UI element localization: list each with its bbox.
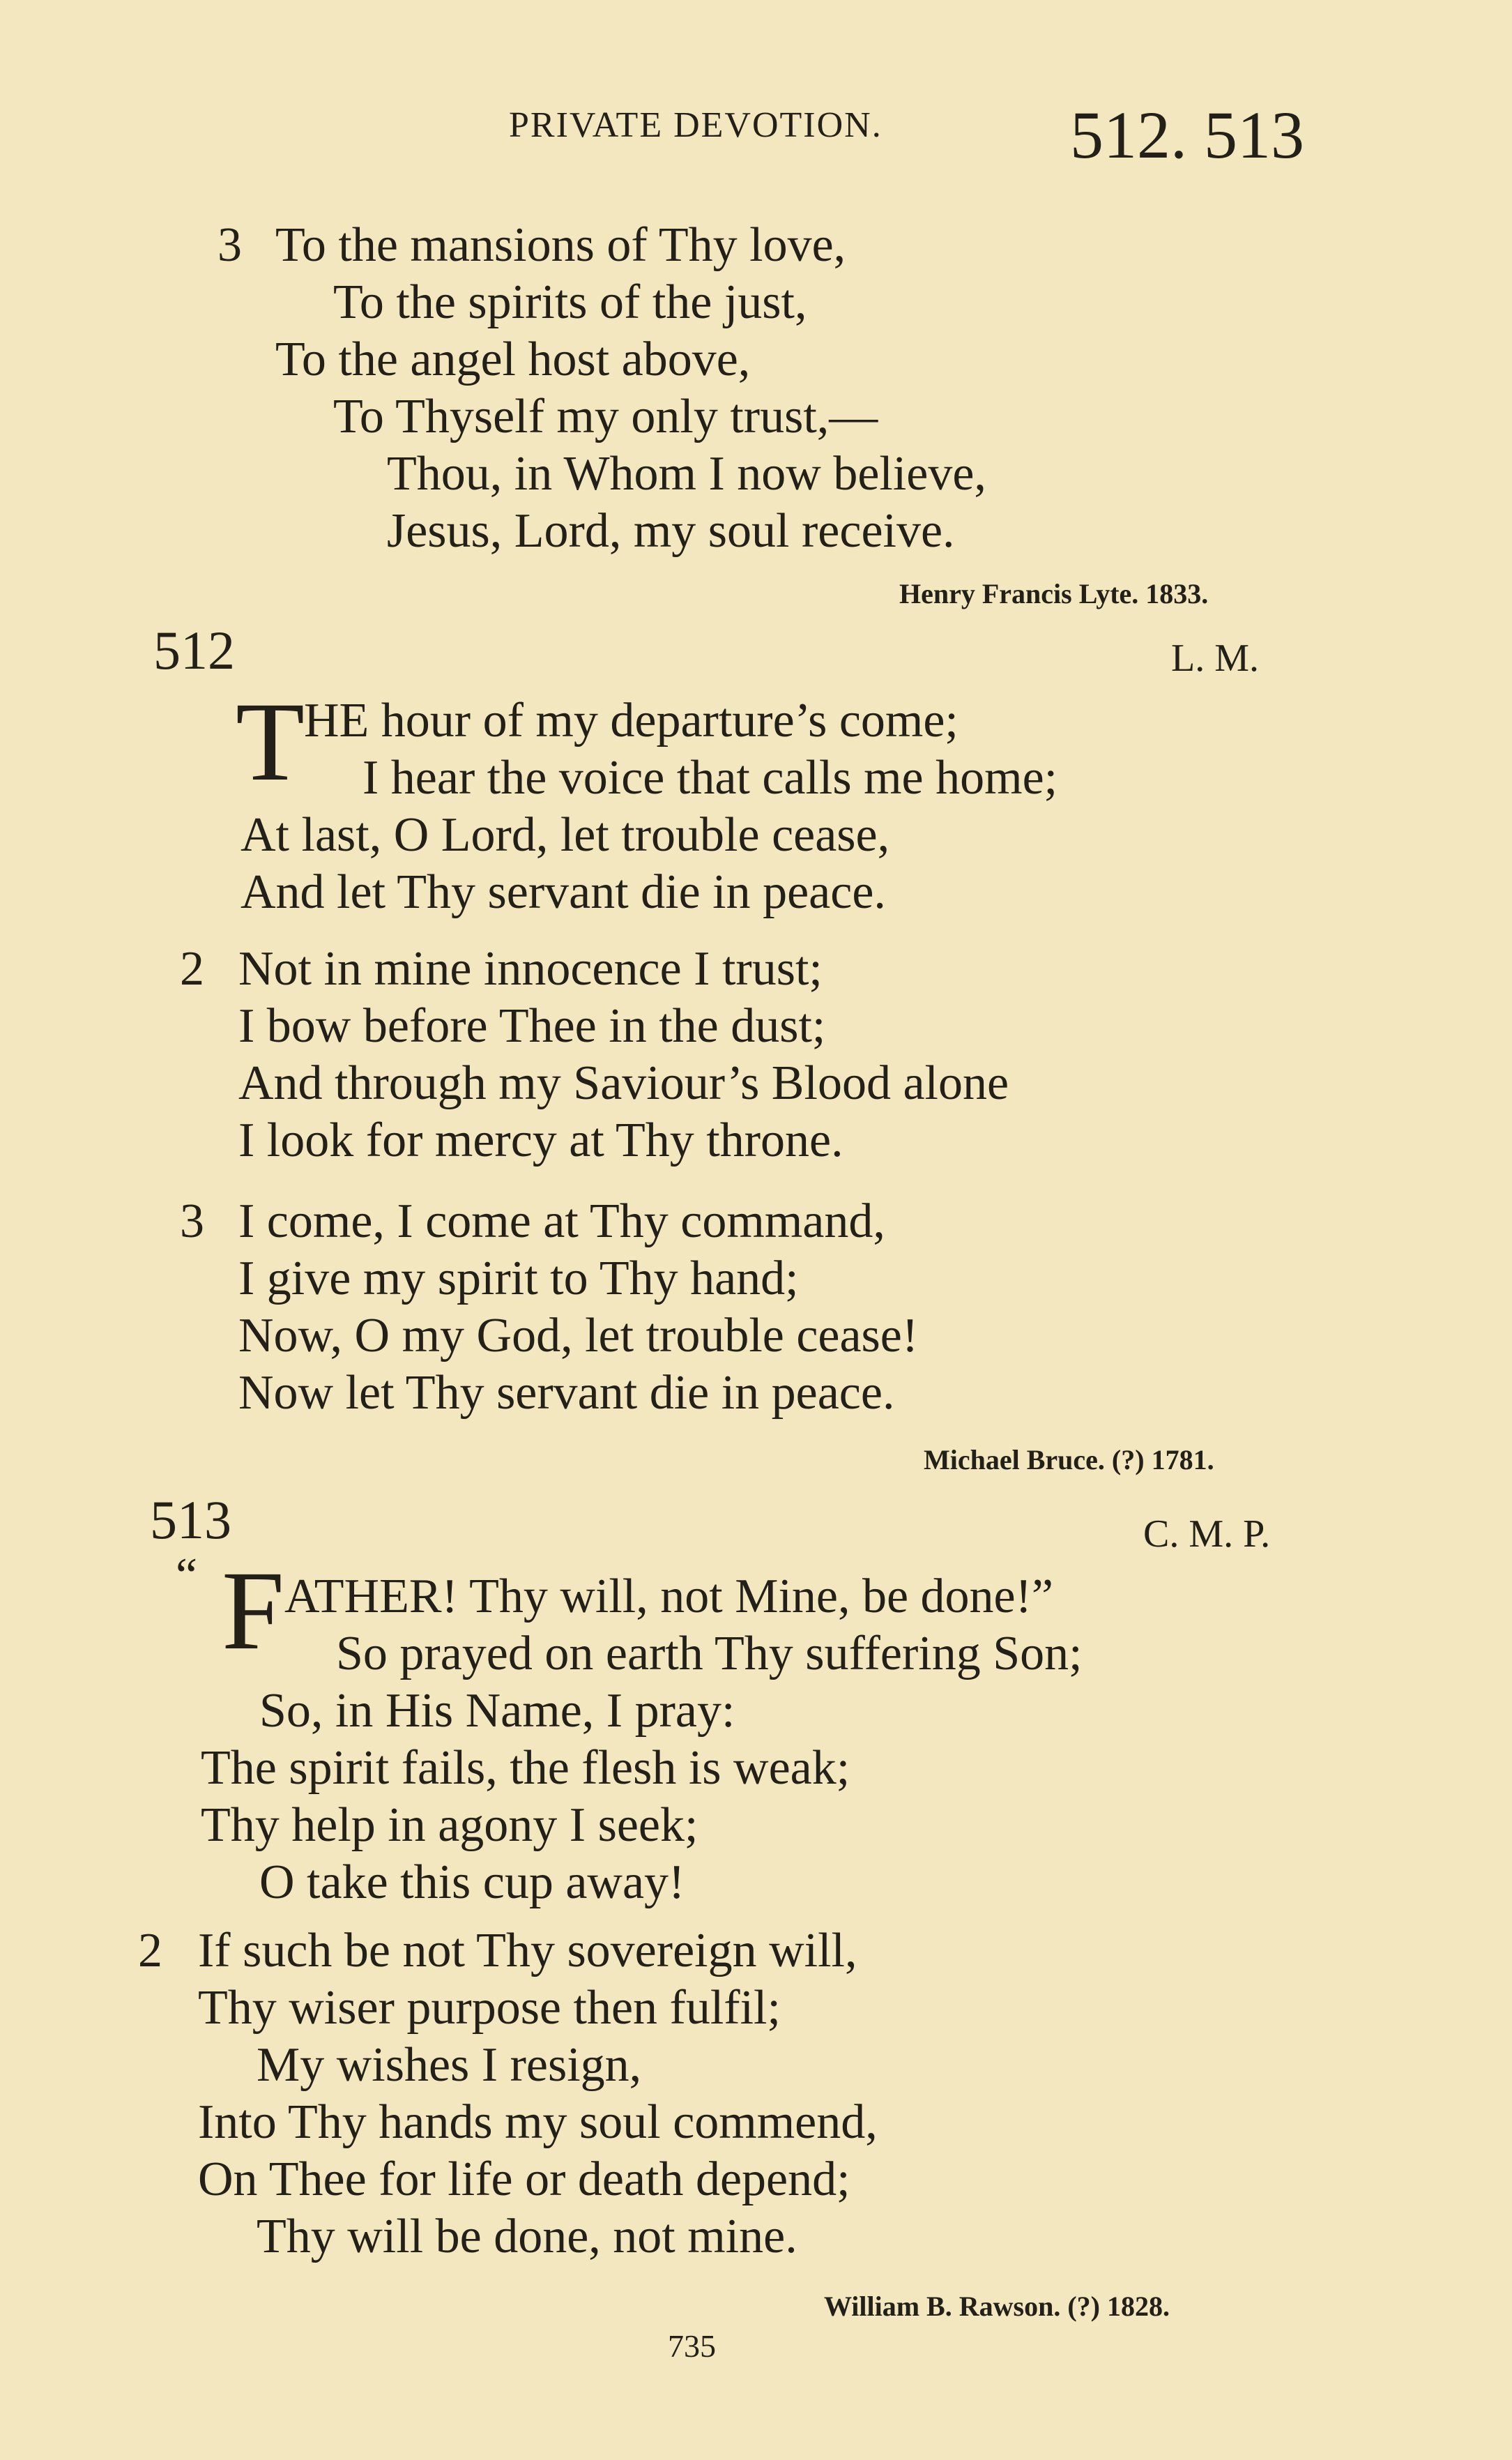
running-header-hymn-numbers: 512. 513	[1070, 98, 1304, 172]
verse-line: Thy help in agony I seek;	[201, 1798, 698, 1852]
verse-number: 2	[138, 1924, 162, 1977]
verse-line: At last, O Lord, let trouble cease,	[240, 808, 890, 862]
verse-line: If such be not Thy sovereign will,	[198, 1924, 857, 1977]
verse-number: 3	[217, 218, 242, 272]
hymn-number-512: 512	[153, 620, 235, 681]
verse-line: So prayed on earth Thy suffering Son;	[336, 1627, 1083, 1680]
verse-line: Now, O my God, let trouble cease!	[238, 1309, 919, 1362]
verse-number: 3	[180, 1194, 204, 1248]
verse-line: To the angel host above,	[275, 333, 751, 386]
page-number: 735	[668, 2328, 716, 2364]
verse-line: To the mansions of Thy love,	[275, 218, 846, 272]
verse-line: On Thee for life or death depend;	[198, 2152, 850, 2206]
verse-line: And through my Saviour’s Blood alone	[238, 1056, 1009, 1110]
running-header-title: PRIVATE DEVOTION.	[509, 105, 883, 145]
prev-hymn-author: Henry Francis Lyte. 1833.	[899, 578, 1209, 609]
verse-line: I hear the voice that calls me home;	[362, 751, 1058, 805]
verse-line: I bow before Thee in the dust;	[238, 999, 826, 1053]
verse-line: My wishes I resign,	[257, 2038, 642, 2092]
verse-line: ATHER! Thy will, not Mine, be done!”	[284, 1570, 1053, 1623]
drop-cap-letter: T	[236, 680, 305, 805]
verse-line: To Thyself my only trust,—	[333, 390, 878, 443]
hymn-513-author: William B. Rawson. (?) 1828.	[824, 2291, 1170, 2322]
hymn-513-meter: C. M. P.	[1143, 1512, 1271, 1556]
opening-quote: “	[176, 1549, 198, 1602]
verse-line: HE hour of my departure’s come;	[304, 694, 959, 747]
drop-cap-letter: F	[222, 1549, 285, 1673]
verse-line: Not in mine innocence I trust;	[238, 942, 823, 996]
verse-line: So, in His Name, I pray:	[259, 1684, 735, 1738]
verse-line: O take this cup away!	[259, 1855, 685, 1909]
verse-line: I look for mercy at Thy throne.	[238, 1114, 843, 1167]
verse-line: To the spirits of the just,	[333, 275, 807, 329]
verse-line: And let Thy servant die in peace.	[240, 865, 886, 919]
hymn-512-meter: L. M.	[1171, 637, 1259, 680]
verse-line: Thy wiser purpose then fulfil;	[198, 1981, 781, 2035]
verse-line: I give my spirit to Thy hand;	[238, 1252, 799, 1305]
verse-line: Now let Thy servant die in peace.	[238, 1366, 895, 1420]
verse-line: I come, I come at Thy command,	[238, 1194, 885, 1248]
verse-number: 2	[180, 942, 204, 996]
verse-line: Into Thy hands my soul commend,	[198, 2095, 878, 2149]
verse-line: Thy will be done, not mine.	[257, 2210, 797, 2263]
verse-line: Jesus, Lord, my soul receive.	[387, 504, 955, 558]
verse-line: Thou, in Whom I now believe,	[387, 447, 986, 501]
hymn-number-513: 513	[150, 1489, 231, 1550]
verse-line: The spirit fails, the flesh is weak;	[201, 1741, 850, 1795]
hymn-512-author: Michael Bruce. (?) 1781.	[924, 1444, 1214, 1475]
